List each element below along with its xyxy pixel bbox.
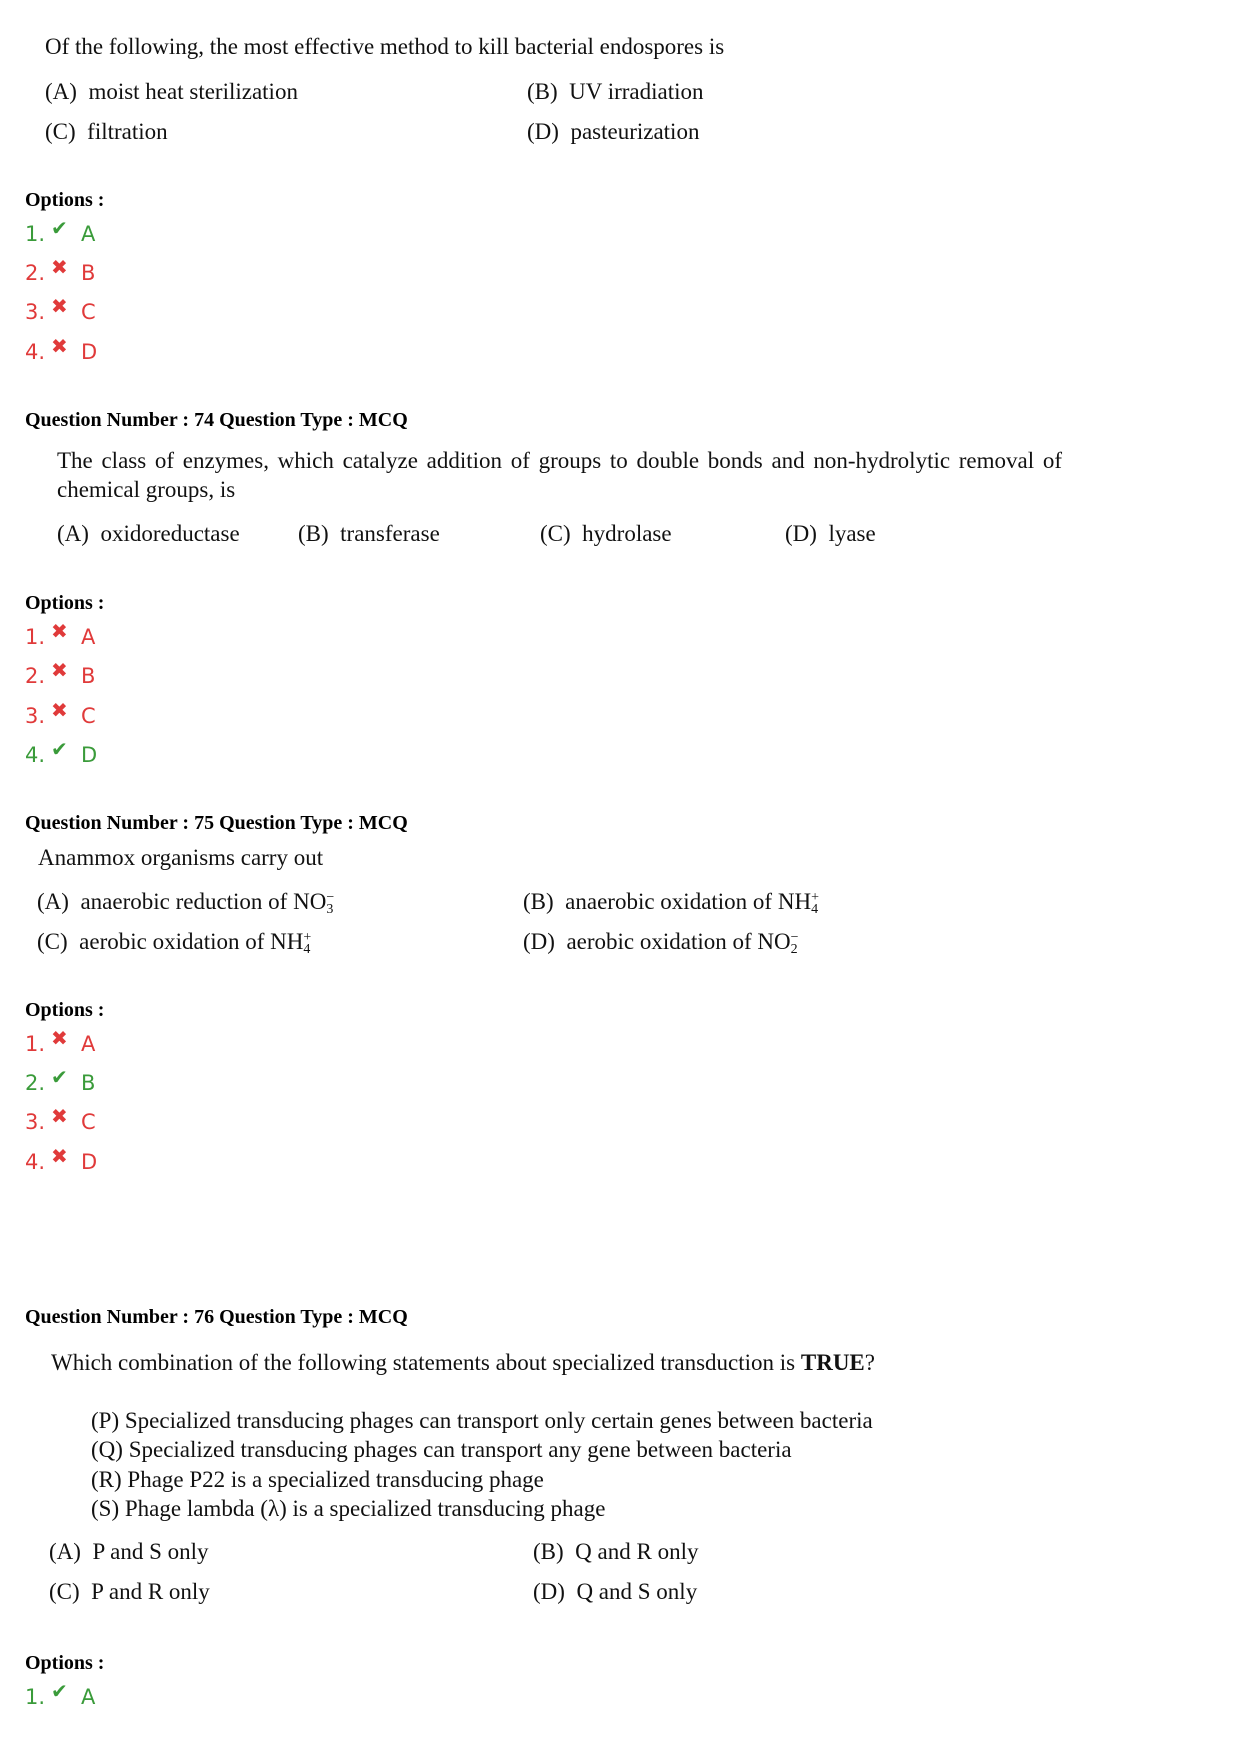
q73-option-2 [25, 255, 96, 285]
choice-label: (A) [37, 889, 69, 914]
q73-choice-a [45, 79, 298, 105]
q74-choice-b [298, 521, 440, 547]
statement-text: Specialized transducing phages can transport any gene between bacteria [128, 1437, 792, 1462]
q75-choice-c [37, 929, 311, 956]
option-letter: A [81, 1032, 96, 1056]
choice-text: aerobic oxidation of NH [79, 929, 304, 954]
choice-label: (B) [527, 79, 558, 104]
q75-choice-b [523, 889, 819, 916]
choice-label: (D) [523, 929, 555, 954]
option-letter: A [81, 222, 96, 246]
q76-choice-d [533, 1579, 697, 1605]
choice-text: P and R only [91, 1579, 210, 1604]
subscript: 4 [811, 901, 819, 917]
cross-icon: ✖ [51, 294, 68, 318]
cross-icon: ✖ [51, 255, 68, 279]
option-number: 4. [25, 340, 46, 364]
question-76-text [51, 1350, 875, 1376]
choice-text: Q and S only [576, 1579, 698, 1604]
check-icon: ✔ [51, 737, 68, 761]
subscript: 3 [326, 901, 334, 917]
option-letter: C [81, 1110, 96, 1134]
q74-options-label: Options : [25, 592, 105, 614]
choice-label: (A) [49, 1539, 81, 1564]
choice-label: (D) [785, 521, 817, 546]
option-number: 2. [25, 664, 46, 688]
choice-label: (C) [540, 521, 571, 546]
option-number: 1. [25, 1032, 46, 1056]
option-number: 4. [25, 743, 46, 767]
option-letter: B [81, 1071, 96, 1095]
statement-p [91, 1408, 873, 1434]
option-number: 3. [25, 704, 46, 728]
choice-label: (C) [49, 1579, 80, 1604]
choice-label: (D) [527, 119, 559, 144]
cross-icon: ✖ [51, 658, 68, 682]
statement-label: (P) [91, 1408, 120, 1433]
q73-option-1 [25, 216, 96, 246]
q74-option-4 [25, 737, 98, 767]
question-76-header: Question Number : 76 Question Type : MCQ [25, 1306, 408, 1328]
question-text-emphasis: TRUE [800, 1350, 865, 1375]
choice-label: (C) [37, 929, 68, 954]
choice-text: lyase [828, 521, 876, 546]
q73-option-3 [25, 294, 96, 324]
q75-option-1 [25, 1026, 96, 1056]
option-letter: D [81, 1150, 98, 1174]
option-number: 2. [25, 261, 46, 285]
q75-option-3 [25, 1104, 96, 1134]
choice-label: (A) [45, 79, 77, 104]
statement-text: Phage lambda (λ) is a specialized transducing phage [124, 1496, 606, 1521]
choice-text: moist heat sterilization [88, 79, 298, 104]
q73-option-4 [25, 334, 98, 364]
choice-text: hydrolase [582, 521, 672, 546]
choice-text: oxidoreductase [100, 521, 240, 546]
q76-choice-c [49, 1579, 210, 1605]
q75-choice-d [523, 929, 799, 956]
question-text-after: ? [864, 1350, 875, 1375]
choice-text: Q and R only [575, 1539, 699, 1564]
q73-choice-c [45, 119, 168, 145]
choice-label: (A) [57, 521, 89, 546]
choice-label: (B) [298, 521, 329, 546]
q76-option-1 [25, 1679, 96, 1709]
option-number: 2. [25, 1071, 46, 1095]
question-text-before: Which combination of the following statements about specialized transduction is [51, 1350, 801, 1375]
question-74-text: The class of enzymes, which catalyze addition of groups to double bonds and non-hydrolytic removal of chemical groups, is [57, 448, 1062, 502]
option-letter: A [81, 625, 96, 649]
q74-option-2 [25, 658, 96, 688]
choice-text: filtration [87, 119, 168, 144]
cross-icon: ✖ [51, 334, 68, 358]
choice-text: transferase [340, 521, 440, 546]
q74-choice-a [57, 521, 240, 547]
subscript: 4 [303, 941, 311, 957]
choice-label: (B) [533, 1539, 564, 1564]
check-icon: ✔ [51, 1679, 68, 1703]
choice-text: UV irradiation [569, 79, 704, 104]
choice-text: anaerobic reduction of NO [80, 889, 327, 914]
q74-option-3 [25, 698, 96, 728]
option-number: 1. [25, 625, 46, 649]
statement-r [91, 1467, 544, 1493]
q74-choice-d [785, 521, 876, 547]
cross-icon: ✖ [51, 1026, 68, 1050]
statement-q [91, 1437, 792, 1463]
option-number: 3. [25, 300, 46, 324]
check-icon: ✔ [51, 1065, 68, 1089]
q73-choice-b [527, 79, 704, 105]
question-75-header: Question Number : 75 Question Type : MCQ [25, 812, 408, 834]
option-letter: A [81, 1685, 96, 1709]
choice-label: (C) [45, 119, 76, 144]
q75-options-label: Options : [25, 999, 105, 1021]
q74-option-1 [25, 619, 96, 649]
option-letter: C [81, 300, 96, 324]
option-letter: D [81, 743, 98, 767]
option-letter: B [81, 664, 96, 688]
question-73-text: Of the following, the most effective method to kill bacterial endospores is [45, 34, 725, 59]
question-75-text: Anammox organisms carry out [38, 845, 324, 870]
q76-choice-b [533, 1539, 698, 1565]
option-number: 1. [25, 222, 46, 246]
q75-choice-a [37, 889, 334, 916]
choice-text: P and S only [92, 1539, 209, 1564]
option-letter: D [81, 340, 98, 364]
q75-option-4 [25, 1144, 98, 1174]
question-74-header: Question Number : 74 Question Type : MCQ [25, 409, 408, 431]
q76-choice-a [49, 1539, 209, 1565]
charge: + [811, 889, 819, 905]
q75-option-2 [25, 1065, 96, 1095]
q76-options-label: Options : [25, 1652, 105, 1674]
choice-label: (B) [523, 889, 554, 914]
choice-text: pasteurization [570, 119, 700, 144]
charge: − [326, 889, 335, 905]
option-number: 3. [25, 1110, 46, 1134]
statement-text: Phage P22 is a specialized transducing phage [127, 1467, 544, 1492]
statement-text: Specialized transducing phages can transport only certain genes between bacteria [124, 1408, 873, 1433]
charge: + [303, 929, 312, 945]
option-letter: C [81, 704, 96, 728]
check-icon: ✔ [51, 216, 68, 240]
cross-icon: ✖ [51, 1144, 68, 1168]
statement-label: (R) [91, 1467, 122, 1492]
subscript: 2 [790, 941, 798, 957]
choice-text: anaerobic oxidation of NH [565, 889, 812, 914]
option-number: 4. [25, 1150, 46, 1174]
charge: − [790, 929, 799, 945]
cross-icon: ✖ [51, 698, 68, 722]
q74-choice-c [540, 521, 672, 547]
choice-text: aerobic oxidation of NO [566, 929, 791, 954]
cross-icon: ✖ [51, 619, 68, 643]
q73-options-label: Options : [25, 189, 105, 211]
statement-label: (S) [91, 1496, 120, 1521]
option-number: 1. [25, 1685, 46, 1709]
q73-choice-d [527, 119, 699, 145]
option-letter: B [81, 261, 96, 285]
choice-label: (D) [533, 1579, 565, 1604]
statement-s [91, 1496, 605, 1522]
statement-label: (Q) [91, 1437, 123, 1462]
cross-icon: ✖ [51, 1104, 68, 1128]
